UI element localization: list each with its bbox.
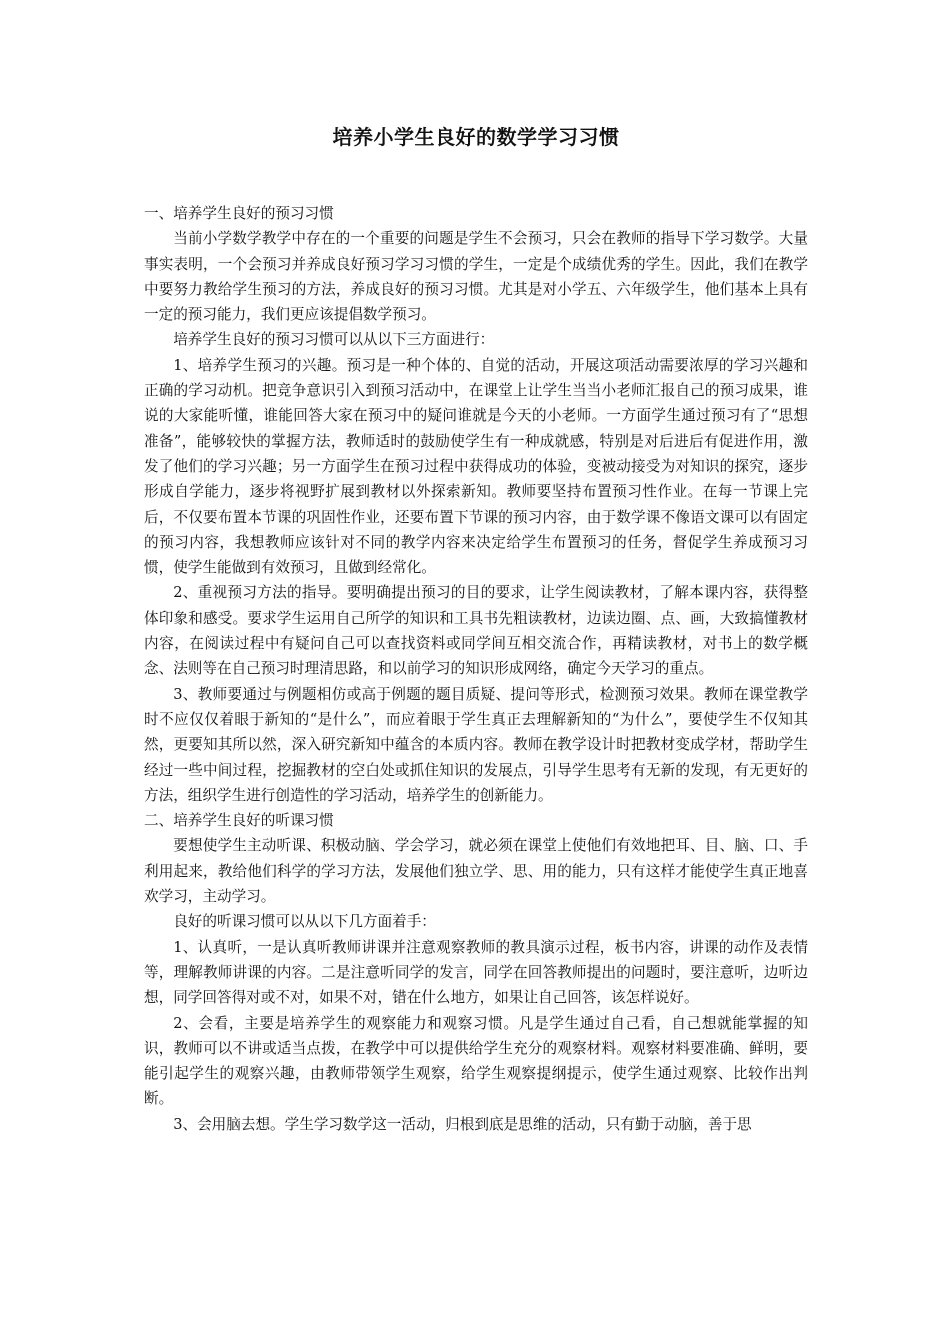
paragraph: 当前小学数学教学中存在的一个重要的问题是学生不会预习，只会在教师的指导下学习数学。大量事实表明，一个会预习并养成良好预习学习习惯的学生，一定是个成绩优秀的学生。因此，我们在教学中要努力教给学生预习的方法，养成良好的预习习惯。尤其是对小学五、六年级学生，他们基本上具有一定的预习能力，我们更应该提倡数学预习。 [144,230,808,324]
paragraph: 培养学生良好的预习习惯可以从以下三方面进行： [173,331,495,349]
paragraph: 1、认真听，一是认真听教师讲课并注意观察教师的教具演示过程，板书内容，讲课的动作及表情等，理解教师讲课的内容。二是注意听同学的发言，同学在回答教师提出的问题时，要注意听，边听边想，同学回答得对或不对，如果不对，错在什么地方，如果让自己回答，该怎样说好。 [144,938,808,1007]
paragraph: 2、会看，主要是培养学生的观察能力和观察习惯。凡是学生通过自己看，自己想就能掌握的知识，教师可以不讲或适当点拨，在教学中可以提供给学生充分的观察材料。观察材料要准确、鲜明，要能引起学生的观察兴趣，由教师带领学生观察，给学生观察提纲提示，使学生通过观察、比较作出判断。 [144,1014,808,1108]
document-title: 培养小学生良好的数学学习习惯 [332,125,620,149]
paragraph: 2、重视预习方法的指导。要明确提出预习的目的要求，让学生阅读教材，了解本课内容，获得整体印象和感受。要求学生运用自己所学的知识和工具书先粗读教材，边读边圈、点、画，大致搞懂教材内容，在阅读过程中有疑问自己可以查找资料或同学间互相交流合作，再精读教材，对书上的数学概念、法则等在自己预习时理清思路，和以前学习的知识形成网络，确定今天学习的重点。 [144,584,808,678]
paragraph: 良好的听课习惯可以从以下几方面着手： [173,913,436,931]
paragraph: 1、培养学生预习的兴趣。预习是一种个体的、自觉的活动，开展这项活动需要浓厚的学习兴趣和正确的学习动机。把竞争意识引入到预习活动中，在课堂上让学生当当小老师汇报自己的预习成果，谁说的大家能听懂，谁能回答大家在预习中的疑问谁就是今天的小老师。一方面学生通过预习有了“思想准备”，能够较快的掌握方法，教师适时的鼓励使学生有一种成就感，特别是对后进后有促进作用，激发了他们的学习兴趣；另一方面学生在预习过程中获得成功的体验，变被动接受为对知识的探究，逐步形成自学能力，逐步将视野扩展到教材以外探索新知。教师要坚持布置预习性作业。在每一节课上完后，不仅要布置本节课的巩固性作业，还要布置下节课的预习内容，由于数学课不像语文课可以有固定的预习内容，我想教师应该针对不同的教学内容来决定给学生布置预习的任务，督促学生养成预习习惯，使学生能做到有效预习，且做到经常化。 [144,356,808,577]
paragraph: 3、教师要通过与例题相仿或高于例题的题目质疑、提问等形式，检测预习效果。教师在课堂教学时不应仅仅着眼于新知的“是什么”，而应着眼于学生真正去理解新知的“为什么”，要使学生不仅知其然，更要知其所以然，深入研究新知中蕴含的本质内容。教师在教学设计时把教材变成学材，帮助学生经过一些中间过程，挖掘教材的空白处或抓住知识的发展点，引导学生思考有无新的发现，有无更好的方法，组织学生进行创造性的学习活动，培养学生的创新能力。 [144,685,808,804]
section-heading-listening: 二、培养学生良好的听课习惯 [144,812,334,830]
paragraph: 3、会用脑去想。学生学习数学这一活动，归根到底是思维的活动，只有勤于动脑，善于思 [173,1115,752,1133]
document-body [144,201,808,1137]
paragraph: 要想使学生主动听课、积极动脑、学会学习，就必须在课堂上使他们有效地把耳、目、脑、口、手利用起来，教给他们科学的学习方法，发展他们独立学、思、用的能力，只有这样才能使学生真正地喜欢学习，主动学习。 [144,837,808,906]
section-heading-preview: 一、培养学生良好的预习习惯 [144,205,334,222]
